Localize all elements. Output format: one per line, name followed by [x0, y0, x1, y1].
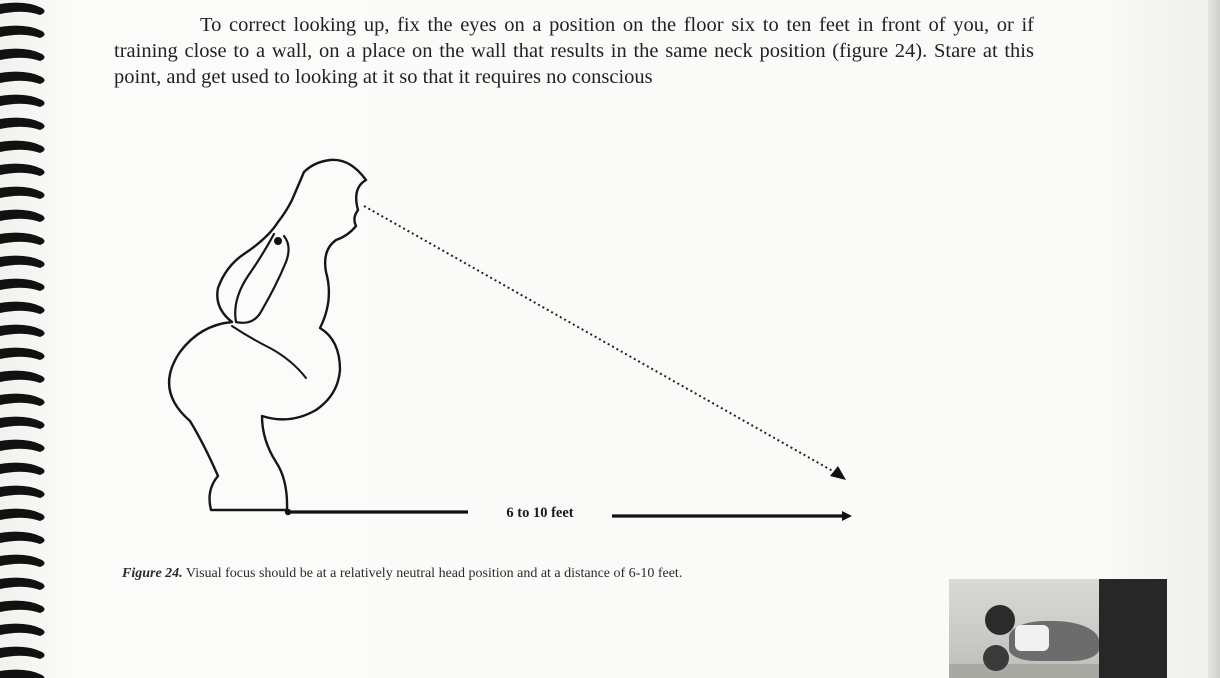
distance-label: 6 to 10 feet	[506, 505, 574, 521]
photo-floor	[949, 664, 1109, 678]
distance-start-dot	[285, 509, 291, 515]
line-of-sight	[364, 206, 838, 474]
distance-end-point	[842, 511, 852, 521]
squat-photo	[949, 579, 1167, 678]
figure-caption	[122, 566, 682, 582]
sight-arrowhead	[830, 466, 846, 480]
thigh-line	[232, 326, 306, 378]
photo-shirt	[1015, 625, 1049, 651]
body-paragraph: To correct looking up, fix the eyes on a position on the floor six to ten feet in front of you, or if training close to a wall, on a place on the wall that results in the same neck position (figure 24). Stare at this point, and get used to looking at it so that it requires no conscious	[114, 14, 1034, 88]
figure-caption-text: Visual focus should be at a relatively neutral head position and at a distance of 6-10 feet.	[182, 566, 683, 581]
hand-grip-dot	[274, 237, 282, 245]
figure-caption-label: Figure 24.	[122, 566, 183, 581]
squatting-person-outline	[169, 160, 366, 510]
photo-wall	[1099, 579, 1167, 678]
page-edge	[1208, 0, 1220, 678]
photo-weight-plate	[983, 645, 1009, 671]
arm-outline	[235, 234, 288, 323]
